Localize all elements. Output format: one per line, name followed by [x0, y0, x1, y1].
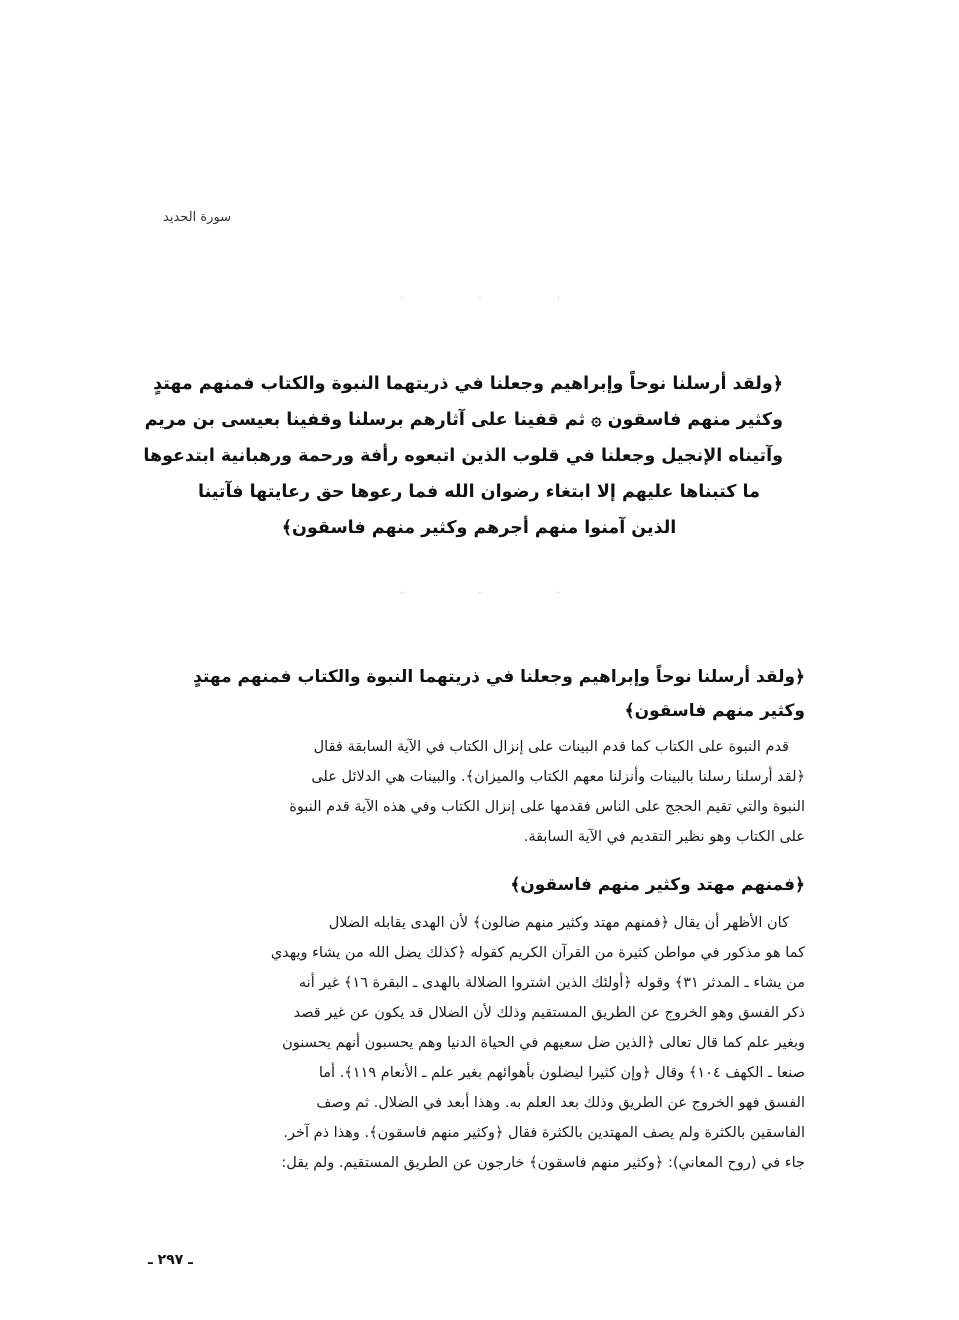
- heading-line: وكثير منهم فاسقون﴾: [624, 701, 805, 721]
- paragraph-line: على الكتاب وهو نظير التقديم في الآية السابقة.: [523, 829, 805, 845]
- section-heading-verse: [160, 660, 805, 728]
- ornament-dots-top: [400, 293, 560, 304]
- paragraph-line: كان الأظهر أن يقال ﴿فمنهم مهتد وكثير منهم ضالون﴾ لأن الهدى يقابله الضلال: [328, 915, 789, 931]
- ornament-dots-bottom: [400, 588, 560, 599]
- verse-block: [143, 366, 783, 546]
- dot: ·: [478, 293, 482, 304]
- paragraph-line: الفاسقين بالكثرة ولم يصف المهتدين بالكثرة فقال ﴿وكثير منهم فاسقون﴾. وهذا ذم آخر.: [283, 1125, 805, 1141]
- dot: ·: [556, 293, 560, 304]
- paragraph-line: قدم النبوة على الكتاب كما قدم البينات على إنزال الكتاب في الآية السابقة فقال: [313, 739, 789, 755]
- dot: ·: [556, 588, 560, 599]
- verse-line: ما كتبناها عليهم إلا ابتغاء رضوان الله فما رعوها حق رعايتها فآتينا: [198, 482, 760, 502]
- heading-line: ﴿ولقد أرسلنا نوحاً وإبراهيم وجعلنا في ذريتهما النبوة والكتاب فمنهم مهتدٍ: [193, 667, 805, 687]
- verse-line: وكثير منهم فاسقون ۞ ثم قفينا على آثارهم برسلنا وقفينا بعيسى بن مريم: [144, 410, 783, 430]
- commentary-paragraph: [160, 908, 805, 1178]
- page-number: ـ ٢٩٧ ـ: [148, 1252, 193, 1268]
- section-heading-verse: [160, 868, 805, 902]
- commentary-paragraph: [160, 732, 805, 852]
- paragraph-line: النبوة والتي تقيم الحجج على الناس فقدمها على إنزال الكتاب وفي هذه الآية قدم النبوة: [289, 799, 805, 815]
- paragraph-line: صنعا ـ الكهف ١٠٤﴾ وقال ﴿وإن كثيرا ليضلون بأهوائهم بغير علم ـ الأنعام ١١٩﴾. أما: [318, 1065, 805, 1081]
- paragraph-line: ذكر الفسق وهو الخروج عن الطريق المستقيم وذلك لأن الضلال قد يكون عن غير قصد: [293, 1005, 805, 1021]
- verse-line: وآتيناه الإنجيل وجعلنا في قلوب الذين اتبعوه رأفة ورحمة ورهبانية ابتدعوها: [143, 446, 783, 466]
- running-head: سورة الحديد: [163, 210, 232, 225]
- verse-line: الذين آمنوا منهم أجرهم وكثير منهم فاسقون﴾: [281, 518, 677, 538]
- paragraph-line: وبغير علم كما قال تعالى ﴿الذين ضل سعيهم في الحياة الدنيا وهم يحسبون أنهم يحسنون: [282, 1035, 805, 1051]
- paragraph-line: ﴿لقد أرسلنا رسلنا بالبينات وأنزلنا معهم الكتاب والميزان﴾. والبينات هي الدلائل على: [311, 769, 805, 785]
- paragraph-line: كما هو مذكور في مواطن كثيرة من القرآن الكريم كقوله ﴿كذلك يضل الله من يشاء ويهدي: [270, 945, 805, 961]
- paragraph-line: جاء في (روح المعاني): ﴿وكثير منهم فاسقون﴾ خارجون عن الطريق المستقيم. ولم يقل:: [281, 1155, 805, 1171]
- dot: ·: [400, 293, 404, 304]
- paragraph-line: الفسق فهو الخروج عن الطريق وذلك بعد العلم به. وهذا أبعد في الضلال. ثم وصف: [316, 1095, 805, 1111]
- dot: ·: [478, 588, 482, 599]
- verse-line: ﴿ولقد أرسلنا نوحاً وإبراهيم وجعلنا في ذريتهما النبوة والكتاب فمنهم مهتدٍ: [153, 374, 783, 394]
- dot: ·: [400, 588, 404, 599]
- paragraph-line: من يشاء ـ المدثر ٣١﴾ وقوله ﴿أولئك الذين اشتروا الضلالة بالهدى ـ البقرة ١٦﴾ غير أنه: [298, 975, 805, 991]
- heading-line: ﴿فمنهم مهتد وكثير منهم فاسقون﴾: [510, 875, 805, 895]
